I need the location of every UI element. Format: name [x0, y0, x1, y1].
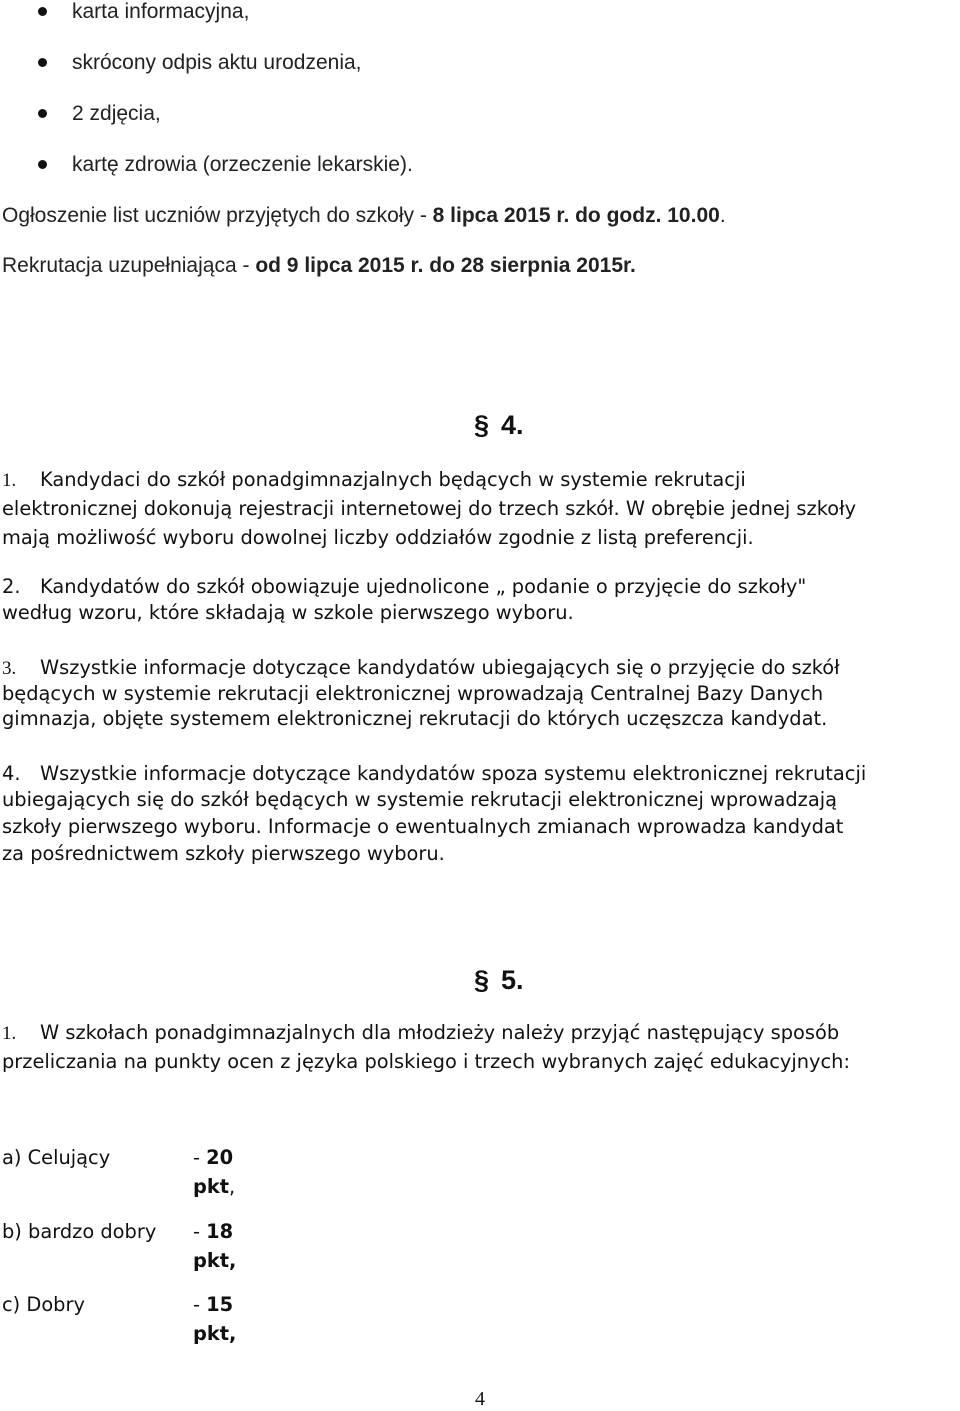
- paragraph-4-line: [2, 762, 866, 785]
- section-heading-5: [474, 965, 524, 996]
- bullet-icon: [38, 58, 47, 67]
- section-number: 4.: [501, 410, 524, 440]
- bullet-text: skrócony odpis aktu urodzenia,: [72, 51, 362, 74]
- bullet-icon: [38, 109, 47, 118]
- paragraph-2-line: [2, 575, 806, 598]
- paragraph-1-line: [2, 1021, 839, 1045]
- paragraph-text: Wszystkie informacje dotyczące kandydatów spoza systemu elektronicznej rekrutacji: [40, 762, 867, 785]
- grade-unit: pkt,: [193, 1249, 237, 1272]
- paragraph-number: 1.: [2, 1023, 17, 1044]
- paragraph-1-line: [2, 468, 746, 492]
- grade-unit-separator: ,: [229, 1175, 236, 1198]
- grade-dash: -: [193, 1220, 207, 1243]
- section-number: 5.: [501, 965, 524, 995]
- grade-label: b) bardzo dobry: [2, 1220, 157, 1243]
- paragraph-text: Wszystkie informacje dotyczące kandydatów ubiegających się o przyjęcie do szkół: [40, 656, 840, 679]
- bullet-icon: [38, 160, 47, 169]
- bullet-text: 2 zdjęcia,: [72, 102, 161, 125]
- paragraph-3-line: gimnazja, objęte systemem elektronicznej rekrutacji do których uczęszcza kandydat.: [2, 707, 828, 730]
- grade-unit: pkt,: [193, 1322, 237, 1345]
- grade-points-value: 18: [206, 1220, 234, 1243]
- grade-unit-text: pkt: [193, 1175, 230, 1198]
- grade-points: [193, 1146, 233, 1169]
- section-sign: §: [474, 410, 490, 440]
- paragraph-1-line: przeliczania na punkty ocen z języka polskiego i trzech wybranych zajęć edukacyjnych:: [2, 1050, 850, 1073]
- paragraph-4-line: ubiegających się do szkół będących w systemie rekrutacji elektronicznej wprowadzają: [2, 788, 837, 811]
- grade-points: [193, 1293, 233, 1316]
- announcement-prefix: Ogłoszenie list uczniów przyjętych do szkoły -: [2, 204, 433, 227]
- section-heading-4: [474, 410, 524, 441]
- bullet-icon: [38, 7, 47, 16]
- paragraph-2-line: według wzoru, które składają w szkole pierwszego wyboru.: [2, 601, 574, 624]
- paragraph-3-line: będących w systemie rekrutacji elektronicznej wprowadzają Centralnej Bazy Danych: [2, 682, 824, 705]
- paragraph-4-line: szkoły pierwszego wyboru. Informacje o ewentualnych zmianach wprowadza kandydat: [2, 815, 844, 838]
- bullet-text: karta informacyjna,: [72, 0, 250, 23]
- supplementary-date: od 9 lipca 2015 r. do 28 sierpnia 2015r.: [255, 254, 636, 277]
- supplementary-prefix: Rekrutacja uzupełniająca -: [2, 254, 256, 277]
- grade-dash: -: [193, 1293, 207, 1316]
- paragraph-text: Kandydaci do szkół ponadgimnazjalnych będących w systemie rekrutacji: [40, 468, 746, 491]
- paragraph-3-line: [2, 656, 840, 680]
- paragraph-4-line: za pośrednictwem szkoły pierwszego wyboru.: [2, 842, 445, 865]
- paragraph-text: W szkołach ponadgimnazjalnych dla młodzieży należy przyjąć następujący sposób: [40, 1021, 840, 1044]
- section-sign: §: [474, 965, 490, 995]
- paragraph-number: 4.: [2, 762, 21, 785]
- paragraph-text: Kandydatów do szkół obowiązuje ujednolicone „ podanie o przyjęcie do szkoły": [40, 575, 807, 598]
- grade-points-value: 20: [206, 1146, 234, 1169]
- bullet-text: kartę zdrowia (orzeczenie lekarskie).: [72, 153, 413, 176]
- grade-points-value: 15: [206, 1293, 234, 1316]
- grade-dash: -: [193, 1146, 207, 1169]
- supplementary-line: [2, 254, 636, 278]
- page-number: 4: [475, 1388, 485, 1410]
- grade-label: c) Dobry: [2, 1293, 85, 1316]
- announcement-line: [2, 204, 726, 228]
- grade-points: [193, 1220, 233, 1243]
- paragraph-1-line: mają możliwość wyboru dowolnej liczby oddziałów zgodnie z listą preferencji.: [2, 526, 754, 549]
- paragraph-1-line: elektronicznej dokonują rejestracji internetowej do trzech szkół. W obrębie jednej szkoły: [2, 497, 857, 520]
- paragraph-number: 2.: [2, 575, 21, 598]
- paragraph-number: 3.: [2, 658, 17, 679]
- grade-label: a) Celujący: [2, 1146, 111, 1169]
- grade-unit: [193, 1175, 235, 1198]
- announcement-date: 8 lipca 2015 r. do godz. 10.00: [432, 204, 720, 227]
- announcement-suffix: .: [719, 204, 726, 227]
- paragraph-number: 1.: [2, 470, 17, 491]
